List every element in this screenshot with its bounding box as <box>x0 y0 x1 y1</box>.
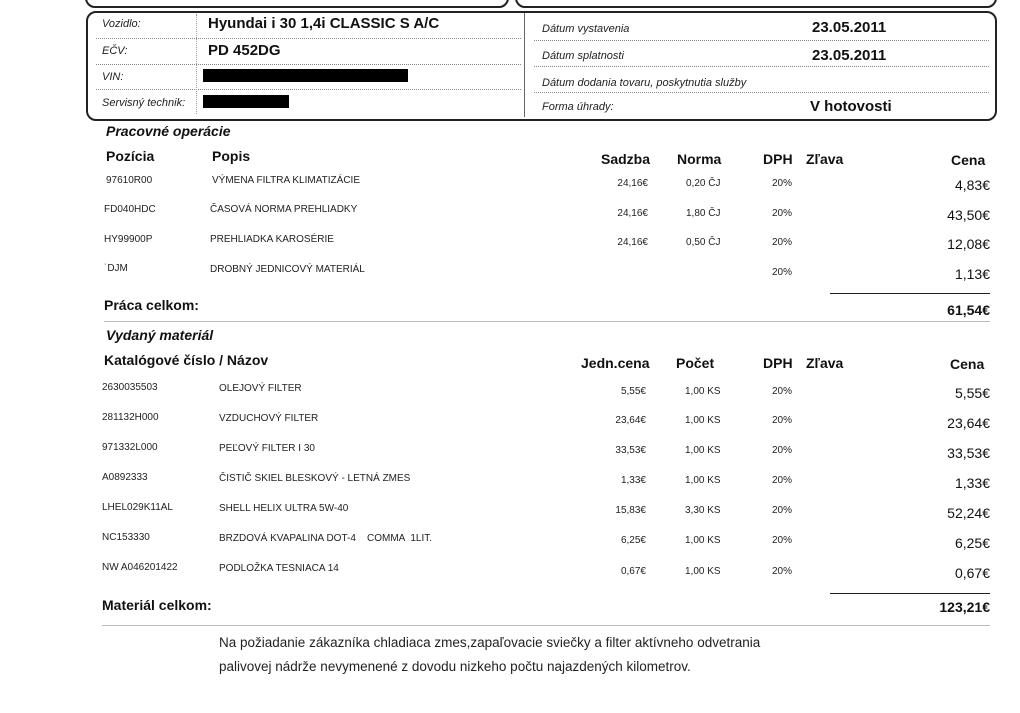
vin-label: VIN: <box>102 71 124 83</box>
labor-pozicia: FD040HDC <box>104 204 156 215</box>
vozidlo-label: Vozidlo: <box>102 18 141 30</box>
labor-total-rule <box>830 293 990 294</box>
row-line <box>96 38 521 39</box>
labor-sadzba: 24,16€ <box>617 208 648 219</box>
row-line <box>534 40 989 41</box>
labor-total-label: Práca celkom: <box>104 297 199 313</box>
material-total-label: Materiál celkom: <box>102 597 212 613</box>
material-pocet: 1,00 KS <box>685 535 721 546</box>
note-line-2: palivovej nádrže nevymenené z dovodu nizkeho počtu najazdených kilometrov. <box>219 659 691 674</box>
note-line-1: Na požiadanie zákazníka chladiaca zmes,zapaľovacie sviečky a filter aktívneho odvetrania <box>219 635 761 650</box>
uhrada-label: Forma úhrady: <box>542 101 614 113</box>
technik-redaction <box>203 95 289 108</box>
material-jedn-cena: 23,64€ <box>615 415 646 426</box>
material-dph: 20% <box>772 535 793 546</box>
top-left-frame-remnant <box>85 0 509 8</box>
labor-header-dph: DPH <box>763 151 793 167</box>
labor-cena: 43,50€ <box>947 207 990 223</box>
material-nazov: BRZDOVÁ KVAPALINA DOT-4 COMMA 1LIT. <box>219 533 433 544</box>
labor-header-pozicia: Pozícia <box>106 148 155 164</box>
material-cislo: NC153330 <box>102 532 150 543</box>
labor-popis: VÝMENA FILTRA KLIMATIZÁCIE <box>212 175 360 186</box>
labor-dph: 20% <box>772 178 793 189</box>
labor-popis: PREHLIADKA KAROSÉRIE <box>210 234 334 245</box>
labor-bottom-rule <box>104 321 990 322</box>
material-jedn-cena: 33,53€ <box>615 445 646 456</box>
material-cena: 0,67€ <box>954 565 990 581</box>
vystavenie-label: Dátum vystavenia <box>542 23 630 35</box>
material-dph: 20% <box>772 445 793 456</box>
material-pocet: 1,00 KS <box>685 445 721 456</box>
material-nazov: PODLOŽKA TESNIACA 14 <box>219 563 339 574</box>
row-line <box>534 66 989 67</box>
labor-pozicia: ˙DJM <box>104 263 128 274</box>
technik-label: Servisný technik: <box>102 97 186 109</box>
material-cislo: A0892333 <box>102 472 148 483</box>
material-jedn-cena: 0,67€ <box>620 566 646 577</box>
material-cislo: 971332L000 <box>102 442 158 453</box>
material-section-title: Vydaný materiál <box>106 327 214 343</box>
material-bottom-rule <box>102 625 990 626</box>
material-dph: 20% <box>772 566 793 577</box>
label-divider <box>196 14 197 114</box>
labor-pozicia: HY99900P <box>104 234 153 245</box>
material-header-cena: Cena <box>950 356 985 372</box>
row-line <box>96 89 521 90</box>
labor-header-zlava: Zľava <box>806 151 844 167</box>
material-cena: 52,24€ <box>947 505 990 521</box>
labor-sadzba: 24,16€ <box>617 237 648 248</box>
labor-total-value: 61,54€ <box>947 302 990 318</box>
dodanie-label: Dátum dodania tovaru, poskytnutia služby <box>542 77 747 89</box>
ecv-value: PD 452DG <box>208 42 281 59</box>
material-header-jedn-cena: Jedn.cena <box>581 355 650 371</box>
labor-popis: DROBNÝ JEDNICOVÝ MATERIÁL <box>210 264 365 275</box>
material-dph: 20% <box>772 475 793 486</box>
material-nazov: OLEJOVÝ FILTER <box>219 383 302 394</box>
labor-header-sadzba: Sadzba <box>601 151 651 167</box>
top-right-frame-remnant <box>515 0 997 8</box>
material-header-katalog: Katalógové číslo / Názov <box>104 352 269 368</box>
labor-sadzba: 24,16€ <box>617 178 648 189</box>
labor-popis: ČASOVÁ NORMA PREHLIADKY <box>210 204 358 215</box>
vystavenie-value: 23.05.2011 <box>812 19 887 36</box>
material-pocet: 1,00 KS <box>685 386 721 397</box>
row-line <box>534 92 989 93</box>
material-cena: 5,55€ <box>954 385 990 401</box>
material-dph: 20% <box>772 386 793 397</box>
material-header-zlava: Zľava <box>806 355 844 371</box>
material-pocet: 1,00 KS <box>685 566 721 577</box>
material-dph: 20% <box>772 415 793 426</box>
vin-redaction <box>203 69 408 82</box>
material-cena: 23,64€ <box>947 415 990 431</box>
labor-header-popis: Popis <box>212 148 251 164</box>
material-nazov: SHELL HELIX ULTRA 5W-40 <box>219 503 349 514</box>
material-cislo: 281132H000 <box>102 412 159 423</box>
labor-dph: 20% <box>772 267 793 278</box>
labor-norma: 0,50 ČJ <box>686 237 721 248</box>
material-nazov: VZDUCHOVÝ FILTER <box>219 413 319 424</box>
labor-header-cena: Cena <box>951 152 986 168</box>
labor-cena: 1,13€ <box>954 266 990 282</box>
labor-norma: 0,20 ČJ <box>686 178 721 189</box>
material-cena: 6,25€ <box>954 535 990 551</box>
material-cislo: NW A046201422 <box>102 562 178 573</box>
material-total-value: 123,21€ <box>939 599 990 615</box>
labor-cena: 12,08€ <box>947 236 990 252</box>
labor-section-title: Pracovné operácie <box>106 123 231 139</box>
splatnost-value: 23.05.2011 <box>812 47 887 64</box>
material-header-pocet: Počet <box>676 355 715 371</box>
material-jedn-cena: 15,83€ <box>615 505 646 516</box>
ecv-label: EČV: <box>102 45 128 57</box>
material-jedn-cena: 5,55€ <box>620 386 646 397</box>
labor-header-norma: Norma <box>677 151 722 167</box>
labor-pozicia: 97610R00 <box>106 175 153 186</box>
splatnost-label: Dátum splatnosti <box>542 50 624 62</box>
labor-norma: 1,80 ČJ <box>686 208 721 219</box>
vozidlo-value: Hyundai i 30 1,4i CLASSIC S A/C <box>208 15 440 32</box>
row-line <box>96 64 521 65</box>
material-dph: 20% <box>772 505 793 516</box>
material-header-dph: DPH <box>763 355 793 371</box>
labor-cena: 4,83€ <box>954 177 990 193</box>
material-total-rule <box>830 593 990 594</box>
material-cena: 1,33€ <box>954 475 990 491</box>
material-pocet: 1,00 KS <box>685 475 721 486</box>
labor-dph: 20% <box>772 237 793 248</box>
labor-dph: 20% <box>772 208 793 219</box>
material-pocet: 1,00 KS <box>685 415 721 426</box>
material-cislo: LHEL029K11AL <box>102 502 173 513</box>
header-divider <box>524 13 525 117</box>
material-jedn-cena: 6,25€ <box>620 535 646 546</box>
material-jedn-cena: 1,33€ <box>620 475 646 486</box>
material-nazov: ČISTIČ SKIEL BLESKOVÝ - LETNÁ ZMES <box>219 473 411 484</box>
material-cislo: 2630035503 <box>102 382 158 393</box>
uhrada-value: V hotovosti <box>810 98 892 115</box>
material-nazov: PEĽOVÝ FILTER I 30 <box>219 443 315 454</box>
material-cena: 33,53€ <box>947 445 990 461</box>
material-pocet: 3,30 KS <box>685 505 721 516</box>
